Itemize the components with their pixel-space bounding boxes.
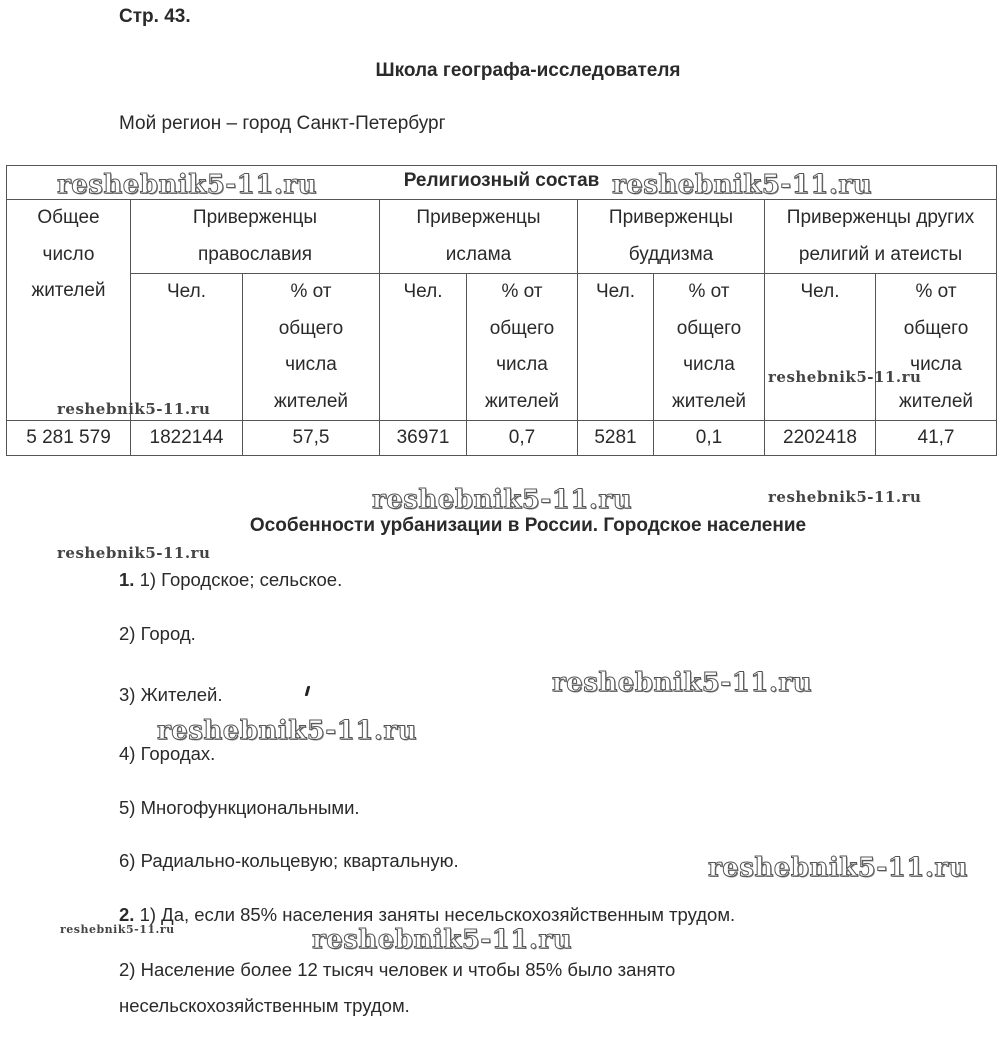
watermark: reshebnik5-11.ru xyxy=(57,400,211,418)
watermark: reshebnik5-11.ru xyxy=(768,368,922,386)
value-buddhism-count: 5281 xyxy=(578,421,654,456)
value-islam-count: 36971 xyxy=(380,421,467,456)
value-orthodox-count: 1822144 xyxy=(131,421,243,456)
watermark: reshebnik5-11.ru xyxy=(57,544,211,562)
value-orthodox-pct: 57,5 xyxy=(243,421,380,456)
value-buddhism-pct: 0,1 xyxy=(654,421,765,456)
sub-count-buddhism: Чел. xyxy=(578,274,654,421)
section-title-urbanization: Особенности урбанизации в России. Городское население xyxy=(249,515,807,536)
value-other-pct: 41,7 xyxy=(876,421,997,456)
answer-1-5: 5) Многофункциональными. xyxy=(119,797,360,818)
stray-mark xyxy=(305,686,311,696)
header-orthodox: Приверженцы православия xyxy=(131,200,380,274)
watermark: reshebnik5-11.ru xyxy=(372,485,633,515)
value-total: 5 281 579 xyxy=(7,421,131,456)
header-islam: Приверженцы ислама xyxy=(380,200,578,274)
region-line: Мой регион – город Санкт-Петербург xyxy=(119,113,446,134)
sub-pct-islam: % от общего числа жителей xyxy=(467,274,578,421)
header-buddhism: Приверженцы буддизма xyxy=(578,200,765,274)
table-title: Религиозный состав xyxy=(7,166,997,200)
value-other-count: 2202418 xyxy=(765,421,876,456)
answer-2-3: несельскохозяйственным трудом. xyxy=(119,995,410,1016)
sub-pct-orthodox: % от общего числа жителей xyxy=(243,274,380,421)
watermark: reshebnik5-11.ru xyxy=(312,925,573,955)
sub-pct-buddhism: % от общего числа жителей xyxy=(654,274,765,421)
value-islam-pct: 0,7 xyxy=(467,421,578,456)
watermark: reshebnik5-11.ru xyxy=(57,170,318,200)
page-number: Стр. 43. xyxy=(119,6,191,27)
watermark: reshebnik5-11.ru xyxy=(157,716,418,746)
header-total: Общее число жителей xyxy=(7,200,131,421)
answer-1-4: 4) Городах. xyxy=(119,743,216,764)
sub-count-orthodox: Чел. xyxy=(131,274,243,421)
answer-2-2: 2) Население более 12 тысяч человек и чтобы 85% было занято xyxy=(119,959,676,980)
header-other: Приверженцы других религий и атеисты xyxy=(765,200,997,274)
answer-1-6: 6) Радиально-кольцевую; квартальную. xyxy=(119,850,459,871)
answer-1-1: 1. 1) Городское; сельское. xyxy=(119,569,343,590)
sub-pct-other: % от общего числа жителей xyxy=(876,274,997,421)
answer-1-2: 2) Город. xyxy=(119,623,196,644)
watermark: reshebnik5-11.ru xyxy=(60,923,175,936)
watermark: reshebnik5-11.ru xyxy=(768,488,922,506)
watermark: reshebnik5-11.ru xyxy=(552,668,813,698)
answer-1-3: 3) Жителей. xyxy=(119,684,223,705)
sub-count-other: Чел. xyxy=(765,274,876,421)
watermark: reshebnik5-11.ru xyxy=(708,853,969,883)
sub-count-islam: Чел. xyxy=(380,274,467,421)
section-title-school: Школа географа-исследователя xyxy=(375,60,681,81)
answer-2-1: 2. 1) Да, если 85% населения заняты несельскохозяйственным трудом. xyxy=(119,904,736,925)
watermark: reshebnik5-11.ru xyxy=(612,170,873,200)
